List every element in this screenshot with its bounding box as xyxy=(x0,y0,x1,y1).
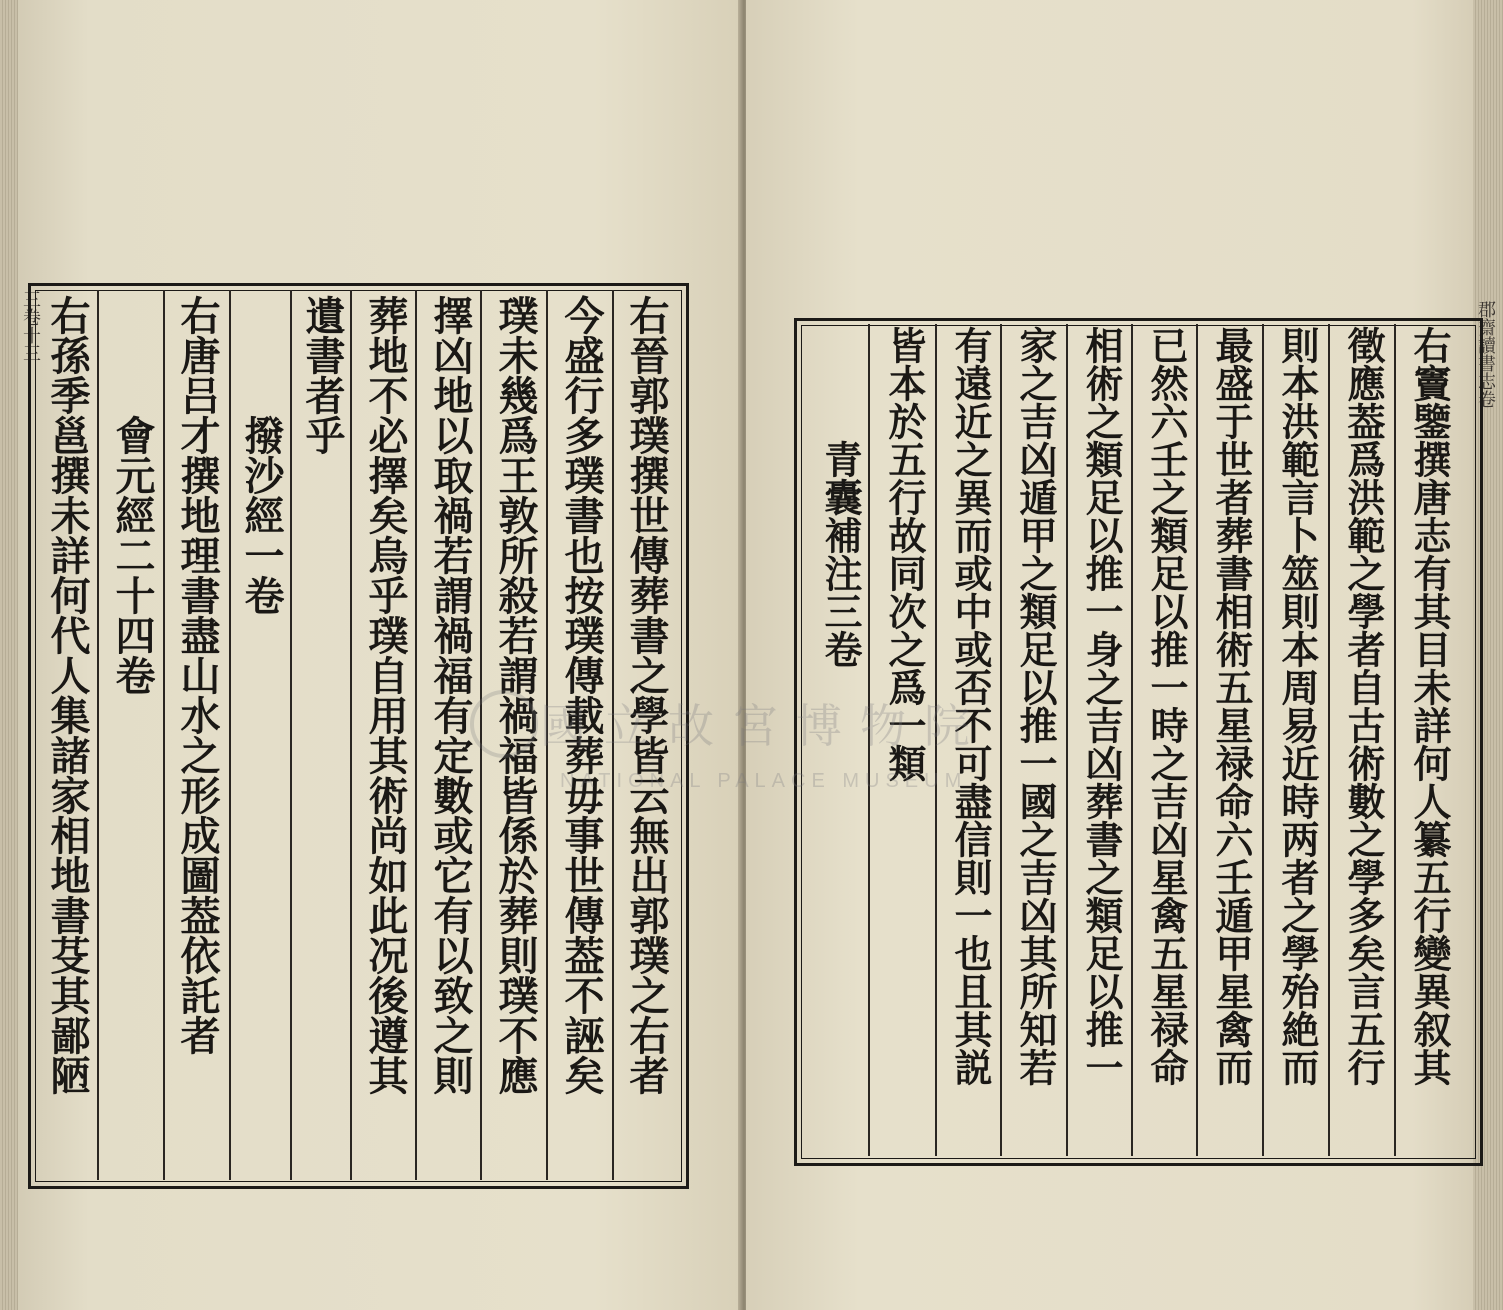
column-rule xyxy=(1328,324,1330,1156)
text-column-8: 有遠近之異而或中或否不可盡信則一也且其説 xyxy=(948,326,993,1086)
column-rule xyxy=(1394,324,1396,1156)
left-page xyxy=(0,0,742,1310)
text-column-8: 右唐吕才撰地理書盡山水之形成圖葢依託者 xyxy=(174,295,221,1055)
text-column-6: 遺書者乎 xyxy=(299,295,346,455)
text-column-4: 最盛于世者葬書相術五星禄命六壬遁甲星禽而 xyxy=(1209,326,1254,1086)
text-column-6: 相術之類足以推一身之吉凶葬書之類足以推一 xyxy=(1079,326,1124,1086)
column-rule xyxy=(229,290,231,1180)
text-column-2: 徵應葢爲洪範之學者自古術數之學多矣言五行 xyxy=(1341,326,1386,1086)
museum-watermark: 國立故宮博物院 xyxy=(540,699,988,753)
column-rule xyxy=(415,290,417,1180)
text-column-4: 擇凶地以取禍若謂禍福有定數或它有以致之則 xyxy=(427,295,474,1095)
column-rule xyxy=(97,290,99,1180)
right-page xyxy=(746,0,1503,1310)
column-rule xyxy=(1196,324,1198,1156)
left-edge-text: 三卷十三 xyxy=(20,290,41,362)
column-rule xyxy=(1066,324,1068,1156)
right-edge-text: 郡齋讀書志卷 xyxy=(1475,300,1496,408)
text-column-9: 會元經二十四卷 xyxy=(109,415,156,695)
text-column-3: 璞未幾爲王敦所殺若謂禍福皆係於葬則璞不應 xyxy=(492,295,539,1095)
left-page-edge xyxy=(0,0,18,1310)
column-rule xyxy=(163,290,165,1180)
text-column-10: 青囊補注三卷 xyxy=(818,440,863,668)
text-column-1: 右竇鑒撰唐志有其目未詳何人纂五行變異叙其 xyxy=(1407,326,1452,1086)
text-column-2: 今盛行多璞書也按璞傳載葬毋事世傳葢不誣矣 xyxy=(558,295,605,1095)
text-column-3: 則本洪範言卜筮則本周易近時两者之學殆絶而 xyxy=(1275,326,1320,1086)
column-rule xyxy=(1000,324,1002,1156)
museum-seal-watermark xyxy=(470,690,538,758)
column-rule xyxy=(1262,324,1264,1156)
text-column-1: 右晉郭璞撰世傳葬書之學皆云無出郭璞之右者 xyxy=(623,295,670,1095)
text-column-5: 已然六壬之類足以推一時之吉凶星禽五星禄命 xyxy=(1144,326,1189,1086)
text-column-9: 皆本於五行故同次之爲一類 xyxy=(882,326,927,782)
column-rule xyxy=(1131,324,1133,1156)
text-column-7: 家之吉凶遁甲之類足以推一國之吉凶其所知若 xyxy=(1013,326,1058,1086)
text-column-10: 右孫季邕撰未詳何代人集諸家相地書芟其鄙陋 xyxy=(44,295,91,1095)
text-column-5: 葬地不必擇矣烏乎璞自用其術尚如此况後遵其 xyxy=(362,295,409,1095)
column-rule xyxy=(290,290,292,1180)
text-column-7: 撥沙經一卷 xyxy=(238,415,285,615)
museum-watermark-en: NATIONAL PALACE MUSEUM xyxy=(560,770,968,792)
